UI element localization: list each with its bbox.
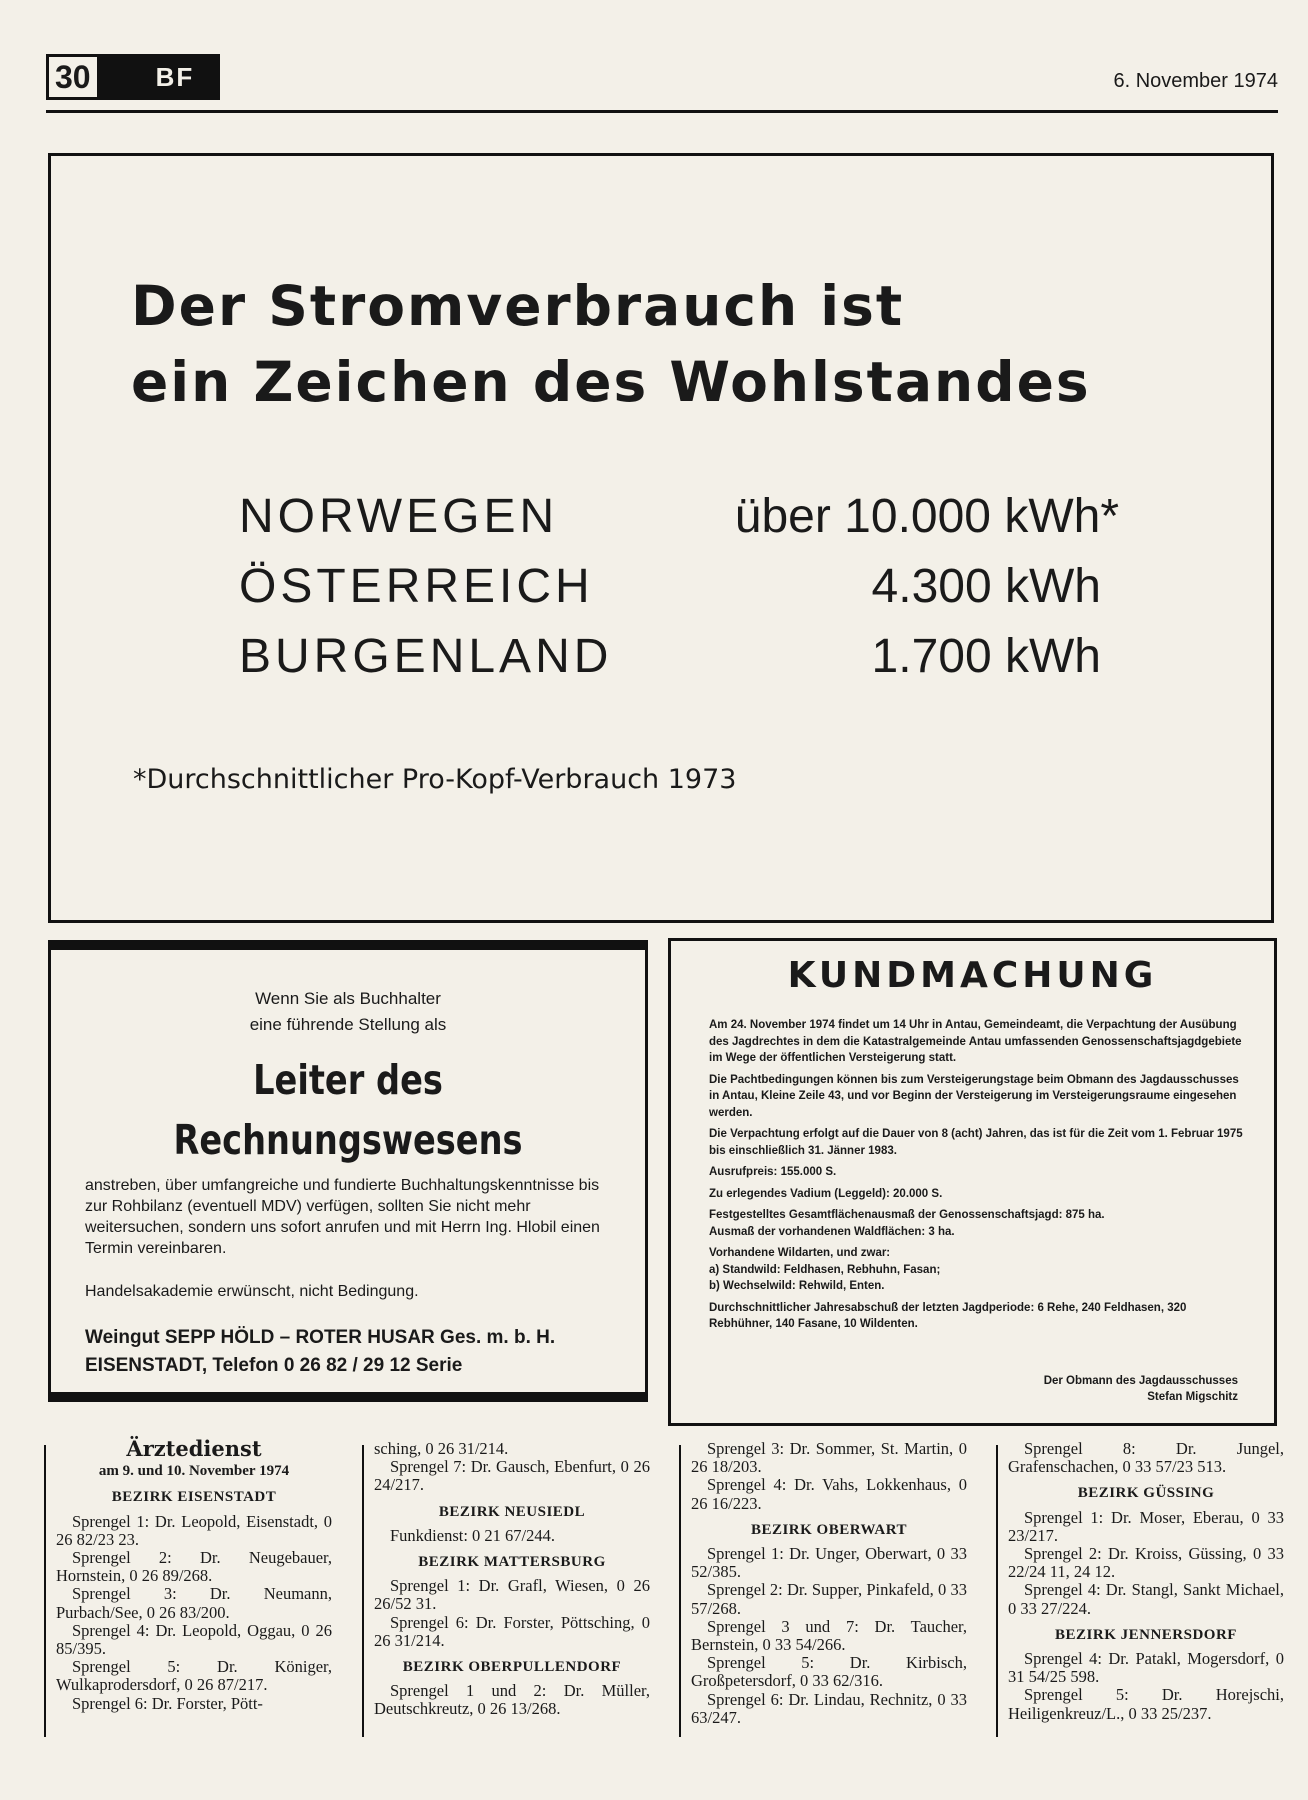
page-number: 30 xyxy=(46,54,100,100)
ad-footnote: *Durchschnittlicher Pro-Kopf-Verbrauch 1973 xyxy=(133,764,737,795)
section-label: BF xyxy=(100,54,221,100)
stat-country: BURGENLAND xyxy=(239,630,613,683)
stat-country: ÖSTERREICH xyxy=(239,560,594,613)
kundmachung-body xyxy=(709,1017,1249,1338)
doctor-entry: Sprengel 4: Dr. Stangl, Sankt Michael, 0 33 27/224. xyxy=(1008,1580,1284,1618)
doctor-entry: Sprengel 8: Dr. Jungel, Grafenschachen, 0 33 57/23 513. xyxy=(1008,1439,1284,1477)
doctor-entry: Sprengel 1 und 2: Dr. Müller, Deutschkreutz, 0 26 13/268. xyxy=(374,1681,650,1719)
doctor-entry: Sprengel 4: Dr. Vahs, Lokkenhaus, 0 26 16/223. xyxy=(691,1475,967,1513)
job-title xyxy=(104,1050,591,1170)
district-heading: BEZIRK OBERPULLENDORF xyxy=(402,1659,622,1676)
job-firm-name: Weingut SEPP HÖLD – ROTER HUSAR Ges. m. b. H. xyxy=(85,1327,556,1348)
signature-role: Der Obmann des Jagdausschusses xyxy=(1043,1375,1238,1387)
job-body: anstreben, über umfangreiche und fundierte Buchhaltungskenntnisse bis zur Rohbilanz (eventuell MDV) verfügen, sollten Sie nicht mehr weitersuchen, sondern uns sofort anrufen und mit Herrn Ing. Hlobil einen Termin vereinbaren. xyxy=(85,1177,600,1257)
notice-paragraph: Am 24. November 1974 findet um 14 Uhr in Antau, Gemeindeamt, die Verpachtung der Ausübung des Jagdrechtes in dem die Katastralgemeinde Antau umfassenden Genossenschaftsjagdgebiete im Wege der öffentlichen Versteigerung statt. xyxy=(709,1019,1242,1064)
stat-country: NORWEGEN xyxy=(239,490,559,543)
doctor-entry: sching, 0 26 31/214. xyxy=(374,1439,509,1458)
job-ad xyxy=(48,940,648,1402)
stat-row xyxy=(239,559,1119,629)
doctor-entry: Sprengel 2: Dr. Supper, Pinkafeld, 0 33 57/268. xyxy=(691,1580,967,1618)
doctor-entry: Sprengel 7: Dr. Gausch, Ebenfurt, 0 26 24/217. xyxy=(374,1457,650,1495)
district-heading: BEZIRK EISENSTADT xyxy=(111,1489,277,1506)
ad-headline-line-1: Der Stromverbrauch ist xyxy=(131,274,905,338)
job-title-line-2: Rechnungswesens xyxy=(173,1116,523,1164)
doctor-entry: Sprengel 2: Dr. Neugebauer, Hornstein, 0 26 89/268. xyxy=(56,1548,332,1586)
doctor-entry: Funkdienst: 0 21 67/244. xyxy=(390,1525,556,1545)
ad-headline-line-2: ein Zeichen des Wohlstandes xyxy=(131,350,1091,414)
doctor-entry: Sprengel 4: Dr. Leopold, Oggau, 0 26 85/395. xyxy=(56,1620,332,1659)
doctor-entry: Sprengel 3 und 7: Dr. Taucher, Bernstein, 0 33 54/266. xyxy=(691,1616,967,1655)
doctor-entry: Sprengel 6: Dr. Lindau, Rechnitz, 0 33 63/247. xyxy=(691,1689,967,1727)
job-note: Handelsakademie erwünscht, nicht Bedingung. xyxy=(85,1283,419,1300)
notice-paragraph: Durchschnittlicher Jahresabschuß der letzten Jagdperiode: 6 Rehe, 240 Feldhasen, 320 Rebhühner, 140 Fasane, 10 Wildenten. xyxy=(709,1301,1187,1330)
district-heading: BEZIRK JENNERSDORF xyxy=(1055,1626,1237,1643)
doctor-entry: Sprengel 5: Dr. Horejschi, Heiligenkreuz/L., 0 33 25/237. xyxy=(1008,1685,1284,1723)
stat-row xyxy=(239,629,1119,699)
kundmachung-notice xyxy=(668,938,1277,1426)
doctor-entry: Sprengel 3: Dr. Neumann, Purbach/See, 0 26 83/200. xyxy=(56,1584,332,1622)
column-rule xyxy=(362,1445,364,1737)
notice-paragraph: Ausrufpreis: 155.000 S. xyxy=(709,1166,837,1178)
notice-paragraph: Ausmaß der vorhandenen Waldflächen: 3 ha. xyxy=(709,1225,955,1238)
notice-paragraph: b) Wechselwild: Rehwild, Enten. xyxy=(709,1280,885,1292)
doctor-entry: Sprengel 3: Dr. Sommer, St. Martin, 0 26 18/203. xyxy=(691,1439,967,1477)
aerzt-column-4 xyxy=(1008,1440,1284,1723)
aerzt-list xyxy=(56,1488,332,1712)
district-heading: BEZIRK OBERWART xyxy=(750,1521,908,1538)
notice-paragraph: Vorhandene Wildarten, und zwar: xyxy=(709,1247,891,1259)
doctor-entry: Sprengel 5: Dr. Königer, Wulkaprodersdorf, 0 26 87/217. xyxy=(56,1657,332,1695)
aerzt-date: am 9. und 10. November 1974 xyxy=(98,1463,290,1480)
aerzt-list xyxy=(374,1440,650,1719)
notice-paragraph: Die Pachtbedingungen können bis zum Versteigerungstage beim Obmann des Jagdausschusses in Antau, Kleine Zeile 43, und vor Beginn der Versteigerung im Versteigerungsraume eingesehen werden. xyxy=(709,1073,1239,1119)
notice-paragraph: a) Standwild: Feldhasen, Rebhuhn, Fasan; xyxy=(709,1263,941,1276)
aerzt-title: Ärztedienst xyxy=(126,1436,262,1461)
district-heading: BEZIRK GÜSSING xyxy=(1077,1485,1215,1502)
doctor-entry: Sprengel 1: Dr. Moser, Eberau, 0 33 23/217. xyxy=(1008,1507,1284,1545)
doctor-entry: Sprengel 1: Dr. Unger, Oberwart, 0 33 52/385. xyxy=(691,1544,967,1582)
job-title-line-1: Leiter des xyxy=(253,1056,443,1104)
page-number-box xyxy=(46,54,220,100)
column-rule xyxy=(679,1445,681,1737)
doctor-entry: Sprengel 1: Dr. Grafl, Wiesen, 0 26 26/52 31. xyxy=(374,1576,650,1614)
stat-value: über 10.000 kWh* xyxy=(734,490,1119,543)
header-rule xyxy=(46,110,1278,113)
aerzt-column-3 xyxy=(691,1440,967,1727)
kundmachung-signature xyxy=(1044,1373,1238,1405)
district-heading: BEZIRK MATTERSBURG xyxy=(418,1554,606,1571)
signature-name: Stefan Migschitz xyxy=(1147,1391,1238,1403)
doctor-entry: Sprengel 2: Dr. Kroiss, Güssing, 0 33 22/24 11, 24 12. xyxy=(1008,1544,1284,1582)
doctor-entry: Sprengel 5: Dr. Kirbisch, Großpetersdorf, 0 33 62/316. xyxy=(691,1653,967,1691)
job-intro-line-2: eine führende Stellung als xyxy=(249,1015,447,1034)
job-firm-phone: EISENSTADT, Telefon 0 26 82 / 29 12 Serie xyxy=(85,1355,463,1376)
column-rule xyxy=(44,1445,46,1737)
doctor-entry: Sprengel 6: Dr. Forster, Pött- xyxy=(72,1693,263,1713)
doctor-entry: Sprengel 1: Dr. Leopold, Eisenstadt, 0 26 82/23 23. xyxy=(56,1511,332,1549)
notice-paragraph: Festgestelltes Gesamtflächenausmaß der Genossenschaftsjagd: 875 ha. xyxy=(709,1209,1105,1221)
stat-value: 1.700 kWh xyxy=(871,630,1101,683)
notice-paragraph: Die Verpachtung erfolgt auf die Dauer von 8 (acht) Jahren, das ist für die Zeit vom 1. Februar 1975 bis einschließlich 31. Jänner 1983. xyxy=(709,1128,1243,1157)
aerzt-column-1 xyxy=(56,1436,332,1713)
job-firm xyxy=(85,1324,555,1380)
stat-value: 4.300 kWh xyxy=(871,560,1101,613)
column-rule xyxy=(996,1445,998,1737)
stat-row xyxy=(239,489,1119,559)
job-intro xyxy=(51,986,645,1038)
doctor-entry: Sprengel 4: Dr. Patakl, Mogersdorf, 0 31 54/25 598. xyxy=(1008,1649,1284,1687)
district-heading: BEZIRK NEUSIEDL xyxy=(438,1503,586,1520)
page-header xyxy=(46,54,1278,100)
notice-paragraph: Zu erlegendes Vadium (Leggeld): 20.000 S. xyxy=(709,1187,943,1200)
doctor-entry: Sprengel 6: Dr. Forster, Pöttsching, 0 26 31/214. xyxy=(374,1612,650,1650)
aerzt-list xyxy=(1008,1440,1284,1723)
issue-date: 6. November 1974 xyxy=(1113,70,1278,92)
aerzt-column-2 xyxy=(374,1440,650,1719)
aerzt-list xyxy=(691,1440,967,1727)
job-intro-line-1: Wenn Sie als Buchhalter xyxy=(255,989,441,1008)
electricity-ad xyxy=(48,153,1274,923)
ad-headline xyxy=(131,268,1091,420)
kundmachung-title: KUNDMACHUNG xyxy=(787,955,1158,996)
